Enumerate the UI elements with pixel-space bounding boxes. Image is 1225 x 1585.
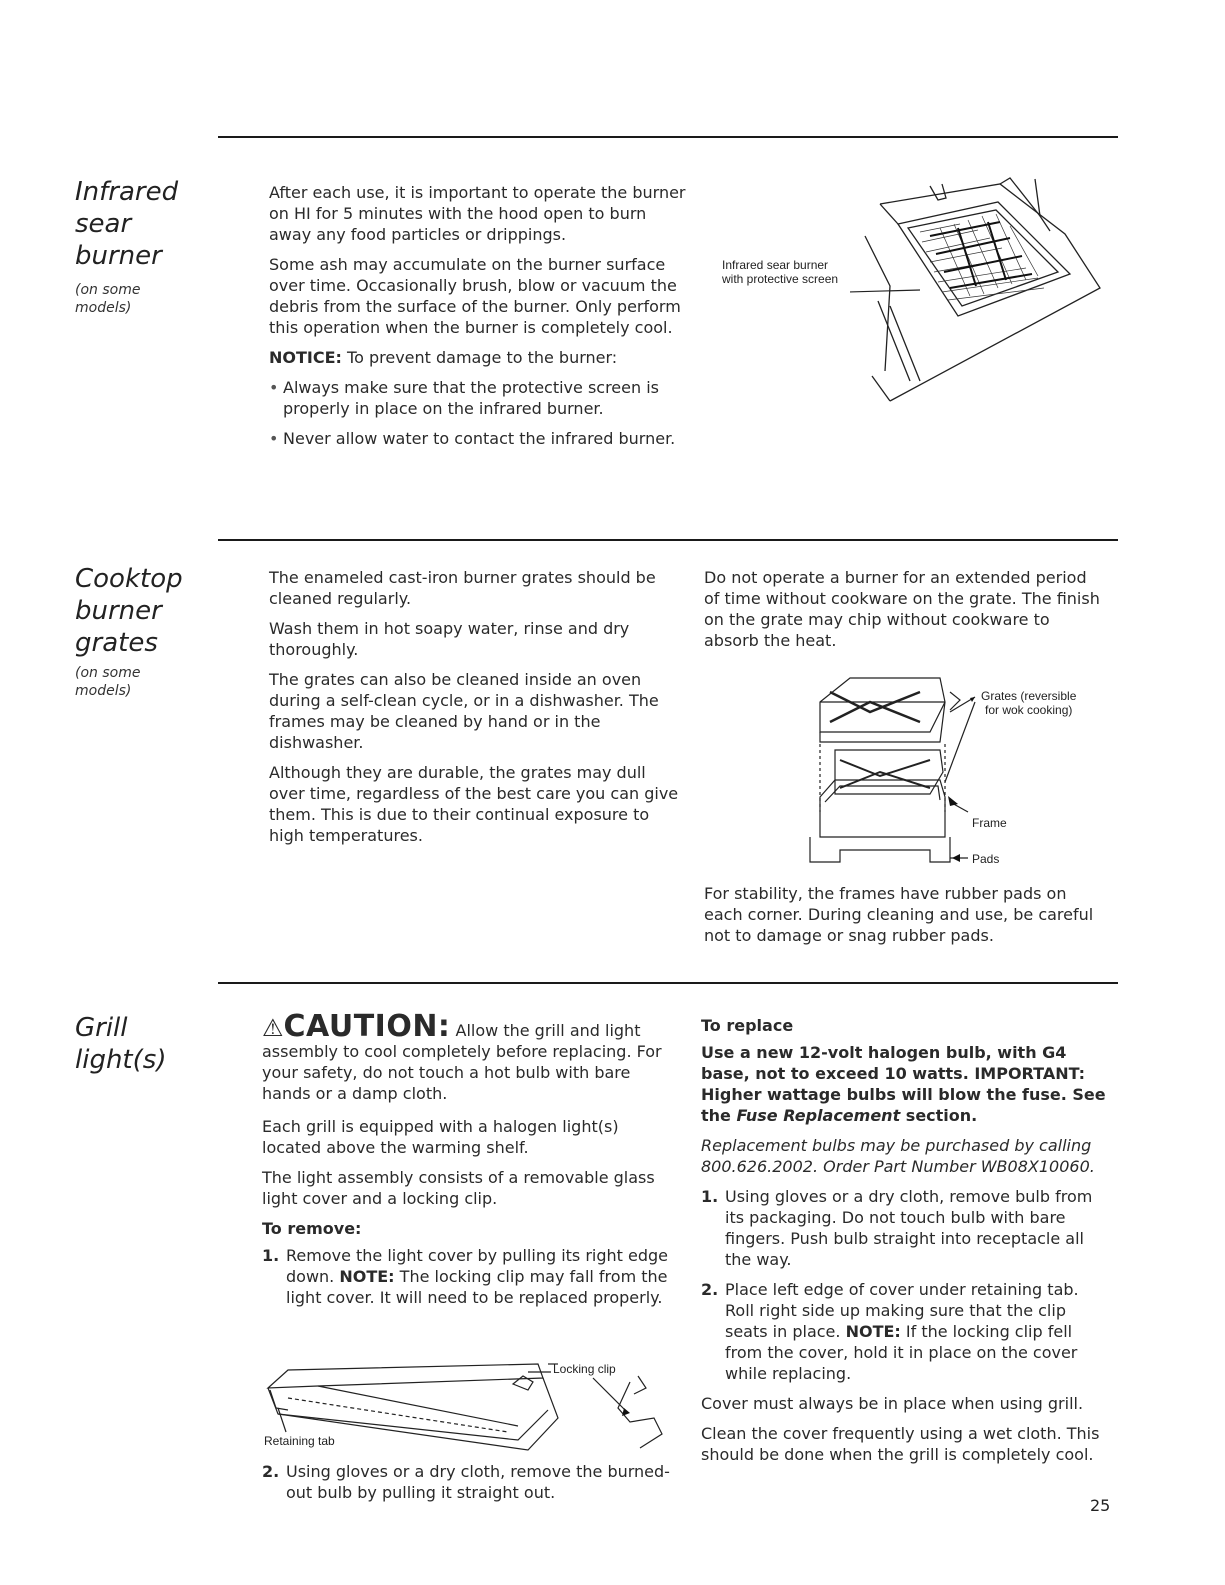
grates-label xyxy=(981,689,1101,717)
grates-right-text-top xyxy=(704,567,1104,660)
replace-bold-text: Use a new 12-volt halogen bulb, with G4 base, not to exceed 10 watts. IMPORTANT: Higher wattage bulbs will blow the fuse. See the xyxy=(701,1043,1106,1125)
section-rule-3 xyxy=(218,982,1118,984)
replace-step-2-note: NOTE: xyxy=(845,1322,901,1341)
grates-label-line-1: Grates (reversible xyxy=(981,689,1077,703)
infrared-burner-figure xyxy=(722,176,1110,406)
light-paragraph-3: Cover must always be in place when using grill. xyxy=(701,1394,1084,1413)
caution-text: Allow the grill and light assembly to cool completely before replacing. For your safety, do not touch a hot bulb with bare hands or a damp cloth. xyxy=(262,1021,662,1103)
remove-step-2-text: Using gloves or a dry cloth, remove the burned-out bulb by pulling it straight out. xyxy=(286,1462,670,1502)
light-cover-figure xyxy=(258,1358,668,1458)
light-left-text xyxy=(262,1009,680,1317)
locking-clip-label: Locking clip xyxy=(553,1362,616,1376)
grates-right-paragraph-1: Do not operate a burner for an extended period of time without cookware on the grate. The finish on the grate may chip without cookware to absorb the heat. xyxy=(704,568,1100,650)
notice-label: NOTICE: xyxy=(269,348,342,367)
grates-right-text-bottom xyxy=(704,883,1109,955)
infrared-section-title: Infrared sear burner xyxy=(75,177,179,271)
infrared-burner-drawing xyxy=(850,176,1110,406)
replace-heading: To replace xyxy=(701,1016,794,1035)
remove-step-1-number: 1. xyxy=(262,1246,280,1265)
light-section-title: Grill light(s) xyxy=(75,1013,167,1075)
light-paragraph-2: The light assembly consists of a removable glass light cover and a locking clip. xyxy=(262,1168,655,1208)
grates-section-subtitle: (on some models) xyxy=(75,665,141,699)
infrared-notice xyxy=(269,347,689,368)
remove-step-1-text-a: Remove the light cover by pulling its right edge down. xyxy=(286,1246,669,1286)
grates-figure xyxy=(800,672,1100,872)
infrared-section-subtitle: (on some models) xyxy=(75,282,141,316)
remove-steps-continued xyxy=(262,1461,680,1503)
section-rule-2 xyxy=(218,539,1118,541)
grates-paragraph-1: The enameled cast-iron burner grates should be cleaned regularly. xyxy=(269,568,656,608)
remove-step-2 xyxy=(262,1461,680,1503)
infrared-figure-label-line-2: with protective screen xyxy=(722,272,839,286)
caution-block xyxy=(262,1009,680,1104)
light-paragraph-4: Clean the cover frequently using a wet cloth. This should be done when the grill is completely cool. xyxy=(701,1424,1100,1464)
replace-step-2-text-a: Place left edge of cover under retaining tab. Roll right side up making sure that the clip seats in place. xyxy=(725,1280,1079,1341)
light-right-text xyxy=(701,1015,1111,1474)
remove-step-1 xyxy=(262,1245,680,1308)
infrared-paragraph-2: Some ash may accumulate on the burner surface over time. Occasionally brush, blow or vacuum the debris from the surface of the burner. Only perform this operation when the burner is completely cool. xyxy=(269,255,681,337)
top-rule xyxy=(218,136,1118,138)
retaining-tab-label: Retaining tab xyxy=(264,1434,335,1448)
remove-heading: To remove: xyxy=(262,1219,362,1238)
light-paragraph-1: Each grill is equipped with a halogen light(s) located above the warming shelf. xyxy=(262,1117,619,1157)
replace-step-1-number: 1. xyxy=(701,1187,719,1206)
frame-label: Frame xyxy=(972,816,1007,830)
infrared-text xyxy=(269,182,689,458)
notice-text: To prevent damage to the burner: xyxy=(347,348,618,367)
replace-step-1-text: Using gloves or a dry cloth, remove bulb from its packaging. Do not touch bulb with bare fingers. Push bulb straight into receptacle all the way. xyxy=(725,1187,1093,1269)
grates-paragraph-4: Although they are durable, the grates may dull over time, regardless of the best care you can give them. This is due to their continual exposure to high temperatures. xyxy=(269,763,679,845)
replace-step-2 xyxy=(701,1279,1111,1384)
grates-paragraph-3: The grates can also be cleaned inside an oven during a self-clean cycle, or in a dishwasher. The frames may be cleaned by hand or in the dishwasher. xyxy=(269,670,659,752)
replace-step-1 xyxy=(701,1186,1111,1270)
infrared-figure-label xyxy=(722,258,862,286)
caution-word: CAUTION: xyxy=(283,1009,451,1044)
replace-bold-paragraph xyxy=(701,1042,1111,1126)
grates-section-title: Cooktop burner grates xyxy=(75,564,183,658)
remove-step-1-text-b: The locking clip may fall from the light cover. It will need to be replaced properly. xyxy=(286,1267,668,1307)
pads-label: Pads xyxy=(972,852,1000,866)
grates-label-line-2: for wok cooking) xyxy=(985,703,1073,717)
infrared-figure-label-line-1: Infrared sear burner xyxy=(722,258,829,272)
warning-icon: ⚠ xyxy=(262,1014,284,1042)
replace-step-2-text-b: If the locking clip fell from the cover, hold it in place on the cover while replacing. xyxy=(725,1322,1078,1383)
replace-step-2-number: 2. xyxy=(701,1280,719,1299)
grates-left-text xyxy=(269,567,684,855)
replace-bold-end: section. xyxy=(900,1106,978,1125)
remove-step-2-number: 2. xyxy=(262,1462,280,1481)
light-left-text-bottom xyxy=(262,1461,680,1512)
replacement-bulbs-info: Replacement bulbs may be purchased by calling 800.626.2002. Order Part Number WB08X10060. xyxy=(701,1136,1095,1176)
infrared-bullets xyxy=(269,377,689,449)
grates-paragraph-2: Wash them in hot soapy water, rinse and dry thoroughly. xyxy=(269,619,630,659)
infrared-paragraph-1: After each use, it is important to operate the burner on HI for 5 minutes with the hood open to burn away any food particles or drippings. xyxy=(269,183,686,244)
remove-step-1-note: NOTE: xyxy=(339,1267,395,1286)
grates-right-paragraph-2: For stability, the frames have rubber pads on each corner. During cleaning and use, be careful not to damage or snag rubber pads. xyxy=(704,884,1094,945)
page-number: 25 xyxy=(1090,1496,1111,1515)
infrared-bullet-2: • Never allow water to contact the infrared burner. xyxy=(269,428,689,449)
replace-steps xyxy=(701,1186,1111,1384)
infrared-bullet-1: • Always make sure that the protective screen is properly in place on the infrared burner. xyxy=(269,377,689,419)
fuse-replacement-ref: Fuse Replacement xyxy=(736,1106,901,1125)
remove-steps xyxy=(262,1245,680,1308)
